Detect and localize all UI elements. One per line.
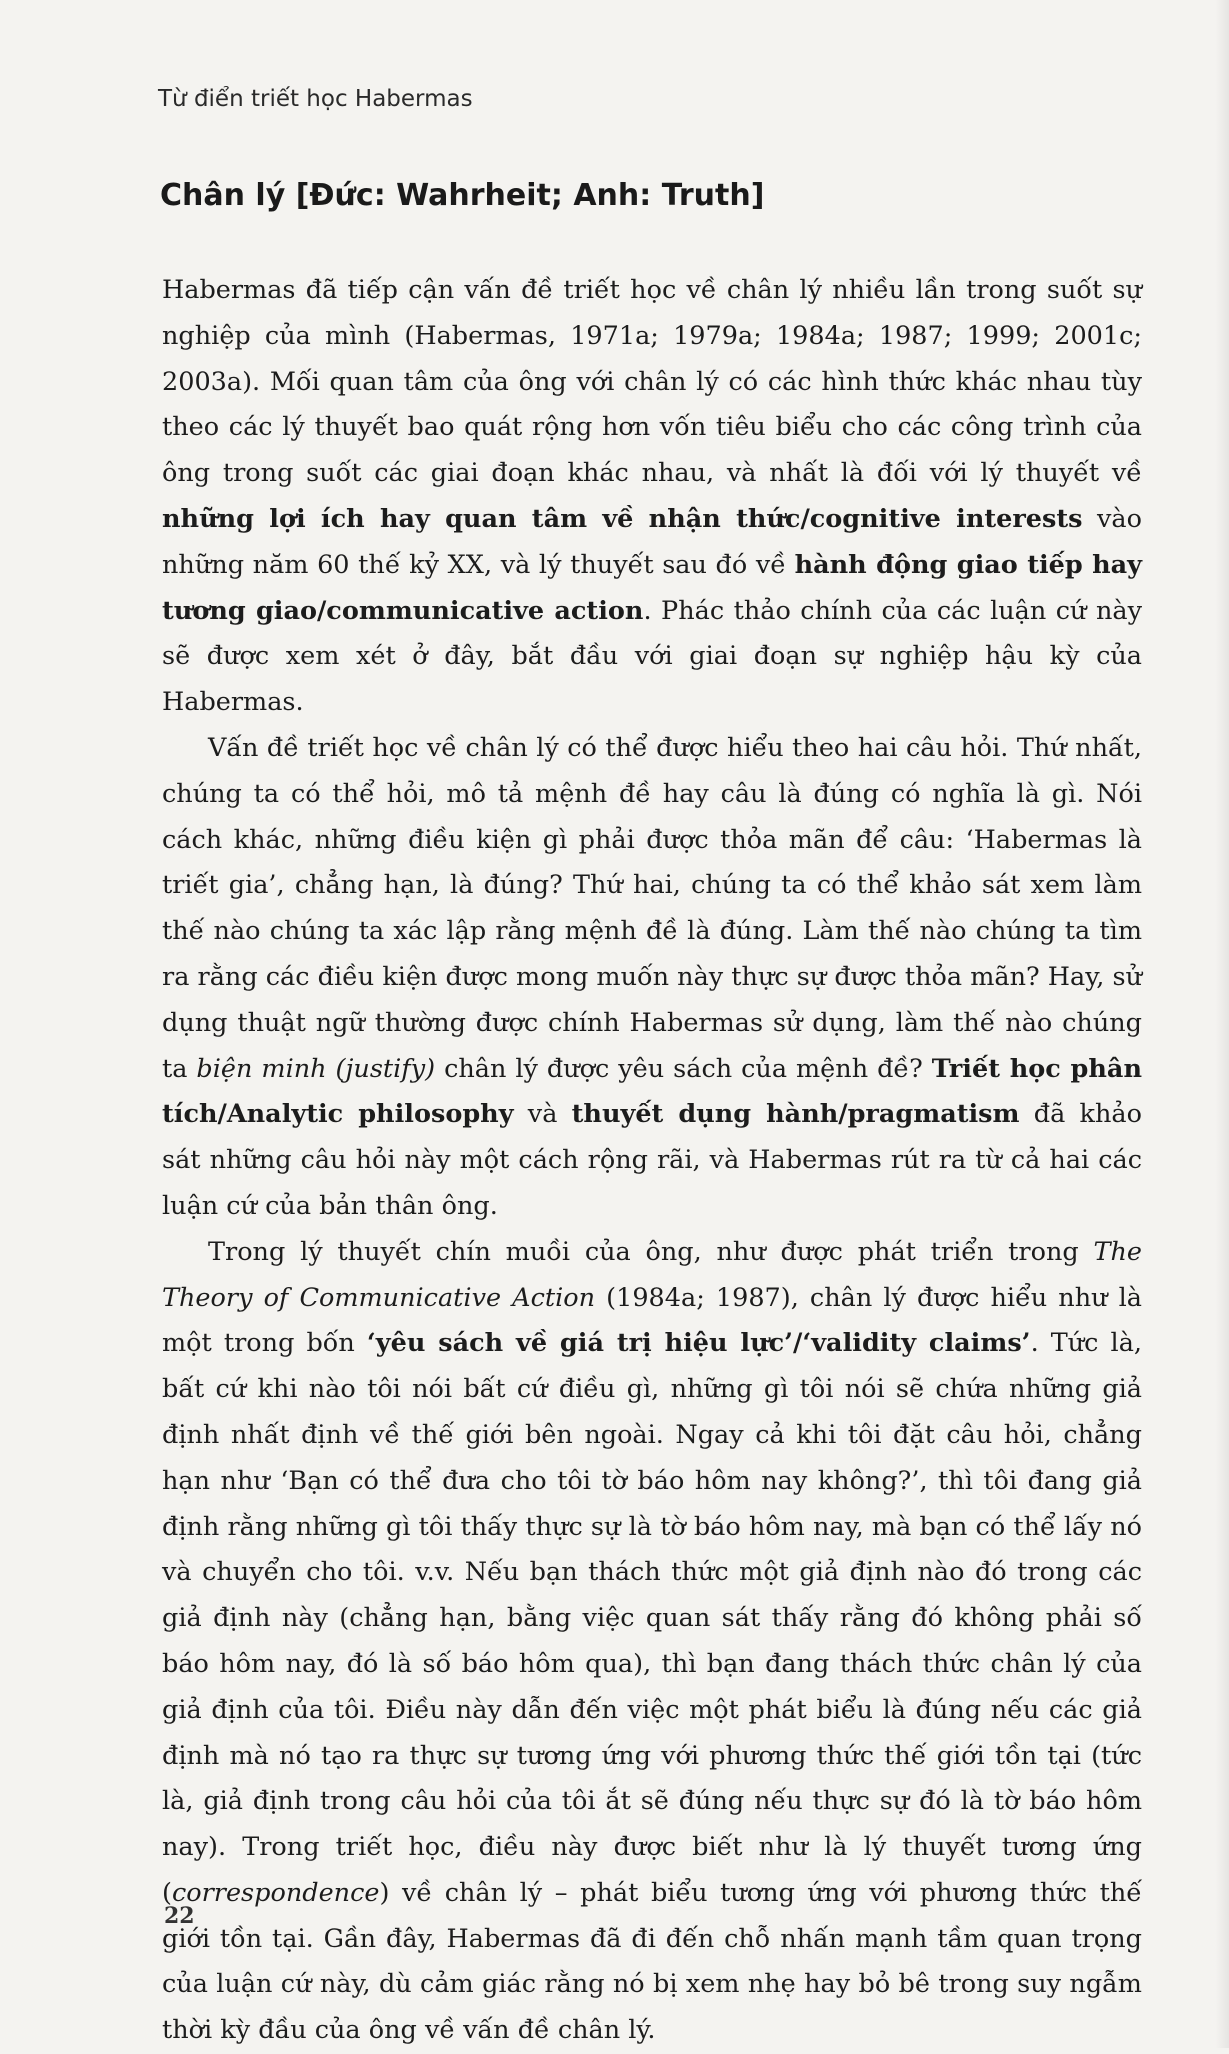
bold-term: hành động giao tiếp hay tương giao/communicative action	[162, 549, 1142, 626]
text-run: và	[513, 1099, 572, 1130]
paragraph	[162, 1230, 1142, 2054]
text-run: Trong lý thuyết chín muồi của ông, như được phát triển trong	[208, 1236, 1094, 1267]
text-run: vào những năm 60 thế kỷ XX, và lý thuyết sau đó về	[162, 503, 1142, 580]
entry-body	[162, 268, 1142, 2054]
italic-term: The Theory of Communicative Action	[162, 1236, 1142, 1313]
text-run: Habermas đã tiếp cận vấn đề triết học về chân lý nhiều lần trong suốt sự nghiệp của mình (Habermas, 1971a; 1979a; 1984a; 1987; 1999; 2001c; 2003a). Mối quan tâm của ông với chân lý có các hình thức khác nhau tùy theo các lý thuyết bao quát rộng hơn vốn tiêu biểu cho các công trình của ông trong suốt các giai đoạn khác nhau, và nhất là đối với lý thuyết về	[162, 275, 1142, 489]
paragraph	[162, 726, 1142, 1230]
text-run: đã khảo sát những câu hỏi này một cách rộng rãi, và Habermas rút ra từ cả hai các luận cứ của bản thân ông.	[162, 1099, 1142, 1221]
text-run: ) về chân lý – phát biểu tương ứng với phương thức thế giới tồn tại. Gần đây, Habermas đã đi đến chỗ nhấn mạnh tầm quan trọng của luận cứ này, dù cảm giác rằng nó bị xem nhẹ hay bỏ bê trong suy ngẫm thời kỳ đầu của ông về vấn đề chân lý.	[162, 1877, 1142, 2046]
italic-term: biện minh (justify)	[196, 1053, 436, 1084]
italic-term: correspondence	[171, 1877, 380, 1908]
running-header: Từ điển triết học Habermas	[158, 86, 473, 112]
text-run: Vấn đề triết học về chân lý có thể được hiểu theo hai câu hỏi. Thứ nhất, chúng ta có thể hỏi, mô tả mệnh đề hay câu là đúng có nghĩa là gì. Nói cách khác, những điều kiện gì phải được thỏa mãn để câu: ‘Habermas là triết gia’, chẳng hạn, là đúng? Thứ hai, chúng ta có thể khảo sát xem làm thế nào chúng ta xác lập rằng mệnh đề là đúng. Làm thế nào chúng ta tìm ra rằng các điều kiện được mong muốn này thực sự được thỏa mãn? Hay, sử dụng thuật ngữ thường được chính Habermas sử dụng, làm thế nào chúng ta	[162, 732, 1142, 1084]
page-edge-shadow	[1215, 0, 1229, 2048]
text-run: . Tức là, bất cứ khi nào tôi nói bất cứ điều gì, những gì tôi nói sẽ chứa những giả định nhất định về thế giới bên ngoài. Ngay cả khi tôi đặt câu hỏi, chẳng hạn như ‘Bạn có thể đưa cho tôi tờ báo hôm nay không?’, thì tôi đang giả định rằng những gì tôi thấy thực sự là tờ báo hôm nay, mà bạn có thể lấy nó và chuyển cho tôi. v.v. Nếu bạn thách thức một giả định nào đó trong các giả định này (chẳng hạn, bằng việc quan sát thấy rằng đó không phải số báo hôm nay, đó là số báo hôm qua), thì bạn đang thách thức chân lý của giả định của tôi. Điều này dẫn đến việc một phát biểu là đúng nếu các giả định mà nó tạo ra thực sự tương ứng với phương thức thế giới tồn tại (tức là, giả định trong câu hỏi của tôi ắt sẽ đúng nếu thực sự đó là tờ báo hôm nay). Trong triết học, điều này được biết như là lý thuyết tương ứng (	[162, 1328, 1143, 1908]
text-run: (1984a; 1987), chân lý được hiểu như là một trong bốn	[162, 1282, 1143, 1359]
bold-term: Triết học phân tích/Analytic philosophy	[162, 1053, 1142, 1130]
text-run: . Phác thảo chính của các luận cứ này sẽ được xem xét ở đây, bắt đầu với giai đoạn sự nghiệp hậu kỳ của Habermas.	[162, 595, 1142, 718]
paragraph	[162, 268, 1142, 726]
page-number: 22	[164, 1903, 195, 1929]
text-run: chân lý được yêu sách của mệnh đề?	[435, 1053, 932, 1084]
bold-term: những lợi ích hay quan tâm về nhận thức/cognitive interests	[162, 503, 1083, 534]
bold-term: thuyết dụng hành/pragmatism	[571, 1099, 1020, 1130]
entry-title: Chân lý [Đức: Wahrheit; Anh: Truth]	[160, 178, 765, 213]
bold-term: ‘yêu sách về giá trị hiệu lực’/‘validity claims’	[366, 1328, 1031, 1359]
